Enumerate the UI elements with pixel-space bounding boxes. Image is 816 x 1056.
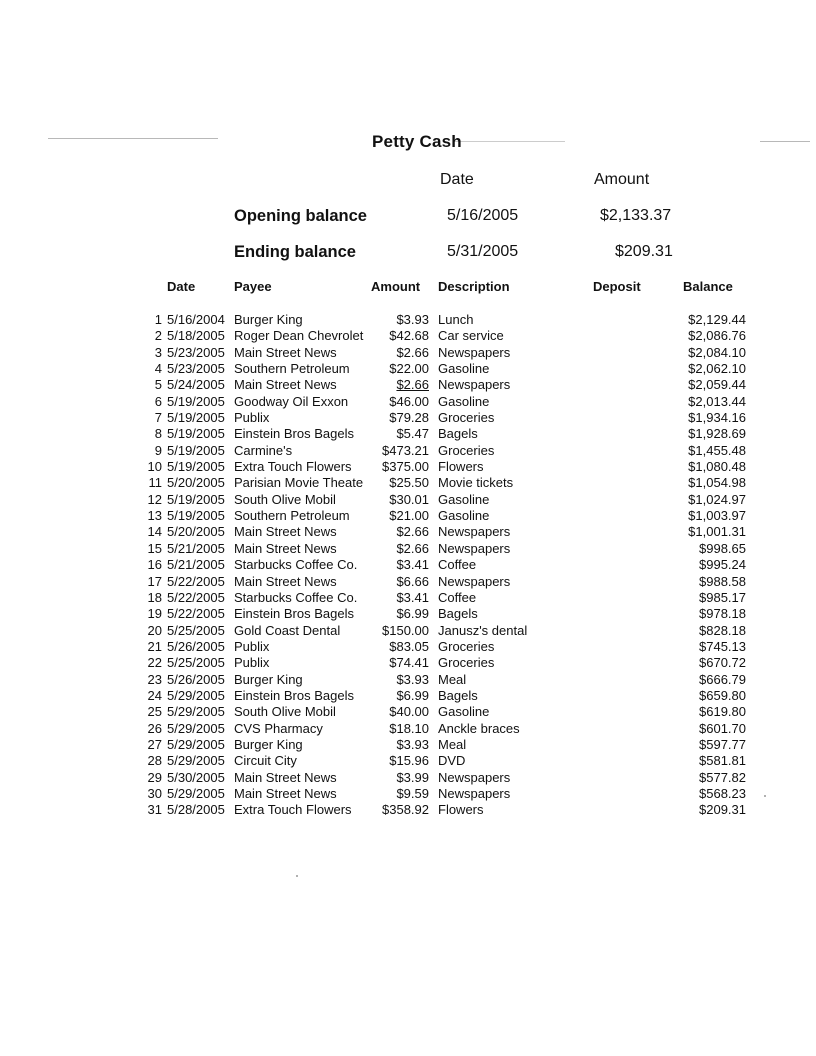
table-row [0,345,816,361]
row-amount: $21.00 [389,508,429,524]
opening-balance-label: Opening balance [234,207,367,225]
row-payee: Goodway Oil Exxon [234,393,349,409]
row-balance: $2,013.44 [688,393,746,409]
row-amount: $22.00 [389,361,429,377]
row-balance: $581.81 [699,753,746,769]
row-amount: $18.10 [389,720,429,736]
row-balance: $2,086.76 [688,328,746,344]
row-number: 27 [147,736,162,752]
ending-balance-label: Ending balance [234,243,356,261]
row-balance: $568.23 [699,785,746,801]
row-description: Bagels [438,606,478,622]
row-amount: $358.92 [382,802,429,818]
row-description: Flowers [438,459,484,475]
row-payee: Burger King [234,312,303,327]
row-description: Newspapers [438,769,511,785]
ending-balance-date: 5/31/2005 [447,243,519,260]
table-row [0,492,816,508]
row-description: Groceries [438,410,495,426]
row-description: Coffee [438,589,477,605]
row-number: 17 [147,573,162,589]
row-payee: Gold Coast Dental [234,622,341,638]
row-number: 11 [148,475,162,491]
row-date: 5/29/2005 [167,704,225,720]
row-balance: $828.18 [699,622,746,638]
row-amount: $2.66 [396,377,429,393]
table-row [0,328,816,344]
row-number: 31 [147,802,162,818]
row-date: 5/29/2005 [167,785,225,801]
row-amount: $15.96 [389,753,429,769]
row-date: 5/19/2005 [167,459,225,475]
row-description: Flowers [438,802,484,818]
row-payee: South Olive Mobil [234,491,336,507]
table-row [0,639,816,655]
row-date: 5/26/2005 [167,638,225,654]
row-balance: $1,003.97 [688,508,746,524]
table-row [0,426,816,442]
row-payee: Publix [234,410,270,426]
row-description: Newspapers [438,540,511,556]
row-description: Gasoline [438,361,490,377]
row-description: Gasoline [438,393,490,409]
scan-artifact [48,138,218,139]
row-date: 5/23/2005 [167,344,225,360]
row-date: 5/20/2005 [167,475,225,491]
row-description: Movie tickets [438,475,514,491]
row-balance: $601.70 [699,720,746,736]
row-amount: $46.00 [389,393,429,409]
row-amount: $79.28 [389,410,429,426]
row-balance: $978.18 [699,606,746,622]
row-number: 3 [154,344,162,360]
row-date: 5/21/2005 [167,557,225,573]
row-payee: Starbucks Coffee Co. [234,557,358,573]
row-date: 5/22/2005 [167,589,225,605]
ending-balance-amount: $209.31 [615,243,673,260]
row-number: 24 [147,687,162,703]
row-amount: $3.93 [396,312,429,327]
row-date: 5/20/2005 [167,524,225,540]
row-payee: Einstein Bros Bagels [234,606,354,622]
row-number: 30 [147,785,162,801]
row-number: 29 [147,769,162,785]
row-date: 5/19/2005 [167,442,225,458]
column-header-deposit: Deposit [593,279,641,294]
row-date: 5/19/2005 [167,508,225,524]
row-description: Meal [438,671,467,687]
row-balance: $577.82 [699,769,746,785]
row-number: 13 [147,508,162,524]
row-description: Newspapers [438,524,511,540]
table-row [0,410,816,426]
row-date: 5/29/2005 [167,687,225,703]
row-description: Bagels [438,426,478,442]
row-payee: Main Street News [234,344,337,360]
table-row [0,524,816,540]
row-date: 5/25/2005 [167,622,225,638]
row-date: 5/24/2005 [167,377,225,393]
row-balance: $1,455.48 [688,442,746,458]
column-header-date: Date [167,279,196,294]
row-number: 6 [154,393,162,409]
table-row [0,312,816,328]
row-balance: $659.80 [699,687,746,703]
row-balance: $1,928.69 [688,426,746,442]
summary-date-header: Date [440,171,474,188]
summary-amount-header: Amount [594,171,650,188]
table-row [0,802,816,818]
table-row [0,688,816,704]
row-amount: $3.93 [396,671,429,687]
row-amount: $30.01 [389,491,429,507]
column-header-balance: Balance [683,279,733,294]
row-description: Meal [438,736,467,752]
row-payee: Publix [234,655,270,671]
row-description: Gasoline [438,508,490,524]
row-description: Janusz's dental [438,622,528,638]
table-row [0,475,816,491]
row-amount: $83.05 [389,638,429,654]
row-balance: $1,080.48 [688,459,746,475]
row-number: 26 [147,720,162,736]
row-amount: $3.41 [396,589,429,605]
column-header-description: Description [438,279,510,294]
row-number: 8 [154,426,162,442]
row-payee: CVS Pharmacy [234,720,323,736]
row-amount: $74.41 [389,655,429,671]
row-description: Groceries [438,655,495,671]
row-date: 5/19/2005 [167,410,225,426]
row-payee: Main Street News [234,769,337,785]
row-payee: Main Street News [234,573,337,589]
row-description: Gasoline [438,491,490,507]
row-date: 5/29/2005 [167,720,225,736]
table-row [0,590,816,606]
row-payee: Main Street News [234,524,337,540]
row-balance: $1,934.16 [688,410,746,426]
row-number: 4 [154,361,162,377]
opening-balance-amount: $2,133.37 [600,207,672,224]
row-balance: $597.77 [699,736,746,752]
transactions-table [0,312,816,819]
row-number: 16 [147,557,162,573]
row-description: Newspapers [438,344,511,360]
column-header-payee: Payee [234,279,272,294]
row-payee: Southern Petroleum [234,361,350,377]
table-row [0,770,816,786]
table-row [0,443,816,459]
row-number: 2 [154,328,162,344]
row-date: 5/18/2005 [167,328,225,344]
row-payee: Carmine's [234,442,293,458]
row-balance: $2,059.44 [688,377,746,393]
row-payee: Extra Touch Flowers [234,802,352,818]
scan-artifact [455,141,565,142]
row-description: Groceries [438,638,495,654]
row-balance: $998.65 [699,540,746,556]
row-number: 1 [154,312,162,327]
row-payee: Burger King [234,736,303,752]
row-amount: $3.41 [396,557,429,573]
table-row [0,377,816,393]
row-description: Car service [438,328,504,344]
row-date: 5/23/2005 [167,361,225,377]
row-amount: $150.00 [382,622,429,638]
row-amount: $40.00 [389,704,429,720]
row-amount: $25.50 [389,475,429,491]
row-payee: Main Street News [234,377,337,393]
row-balance: $985.17 [699,589,746,605]
row-number: 21 [147,638,162,654]
row-amount: $375.00 [382,459,429,475]
row-date: 5/19/2005 [167,426,225,442]
table-row [0,574,816,590]
row-amount: $6.99 [396,687,429,703]
row-number: 23 [147,671,162,687]
row-date: 5/25/2005 [167,655,225,671]
row-balance: $745.13 [699,638,746,654]
row-date: 5/16/2004 [167,312,225,327]
row-amount: $5.47 [396,426,429,442]
row-number: 20 [147,622,162,638]
row-balance: $2,062.10 [688,361,746,377]
row-date: 5/30/2005 [167,769,225,785]
row-payee: Publix [234,638,270,654]
row-number: 25 [147,704,162,720]
table-row [0,672,816,688]
row-balance: $1,001.31 [688,524,746,540]
row-description: DVD [438,753,466,769]
row-description: Bagels [438,687,478,703]
row-number: 7 [154,410,162,426]
row-amount: $6.99 [396,606,429,622]
row-balance: $2,129.44 [688,312,746,327]
row-date: 5/19/2005 [167,393,225,409]
row-payee: Burger King [234,671,303,687]
table-row [0,557,816,573]
table-row [0,704,816,720]
row-amount: $3.93 [396,736,429,752]
row-description: Newspapers [438,785,511,801]
row-description: Lunch [438,312,474,327]
row-payee: Main Street News [234,785,337,801]
row-balance: $666.79 [699,671,746,687]
opening-balance-date: 5/16/2005 [447,207,519,224]
table-row [0,623,816,639]
row-amount: $473.21 [382,442,429,458]
table-row [0,394,816,410]
row-balance: $209.31 [699,802,746,818]
row-description: Gasoline [438,704,490,720]
table-row [0,721,816,737]
row-description: Anckle braces [438,720,520,736]
row-balance: $988.58 [699,573,746,589]
row-number: 28 [147,753,162,769]
table-row [0,606,816,622]
row-amount: $2.66 [396,540,429,556]
row-number: 9 [154,442,162,458]
row-date: 5/26/2005 [167,671,225,687]
row-number: 14 [147,524,162,540]
row-date: 5/19/2005 [167,491,225,507]
row-payee: South Olive Mobil [234,704,336,720]
row-balance: $619.80 [699,704,746,720]
table-row [0,753,816,769]
column-header-amount: Amount [371,279,421,294]
row-balance: $995.24 [699,557,746,573]
row-payee: Main Street News [234,540,337,556]
scan-artifact [760,141,810,142]
row-number: 18 [147,589,162,605]
row-description: Newspapers [438,377,511,393]
row-balance: $670.72 [699,655,746,671]
row-number: 5 [154,377,162,393]
table-row [0,459,816,475]
row-amount: $9.59 [396,785,429,801]
page-title: Petty Cash [372,132,462,151]
row-date: 5/22/2005 [167,573,225,589]
table-row [0,655,816,671]
row-number: 19 [147,606,162,622]
row-date: 5/22/2005 [167,606,225,622]
row-payee: Einstein Bros Bagels [234,687,354,703]
row-description: Newspapers [438,573,511,589]
row-payee: Roger Dean Chevrolet [234,328,364,344]
row-number: 12 [147,491,162,507]
row-amount: $6.66 [396,573,429,589]
row-number: 15 [147,540,162,556]
table-row [0,737,816,753]
row-date: 5/29/2005 [167,736,225,752]
table-row [0,508,816,524]
row-date: 5/28/2005 [167,802,225,818]
row-payee: Einstein Bros Bagels [234,426,354,442]
row-date: 5/21/2005 [167,540,225,556]
row-payee: Circuit City [234,753,297,769]
table-row [0,786,816,802]
row-balance: $1,024.97 [688,491,746,507]
row-balance: $1,054.98 [688,475,746,491]
row-amount: $42.68 [389,328,429,344]
row-description: Groceries [438,442,495,458]
row-payee: Southern Petroleum [234,508,350,524]
row-number: 22 [147,655,162,671]
row-payee: Extra Touch Flowers [234,459,352,475]
row-payee: Parisian Movie Theate [234,475,364,491]
row-amount: $2.66 [396,524,429,540]
row-date: 5/29/2005 [167,753,225,769]
row-amount: $3.99 [396,769,429,785]
row-balance: $2,084.10 [688,344,746,360]
row-payee: Starbucks Coffee Co. [234,589,358,605]
row-number: 10 [147,459,162,475]
table-row [0,541,816,557]
table-row [0,361,816,377]
row-amount: $2.66 [396,344,429,360]
scan-speck [296,875,298,877]
row-description: Coffee [438,557,477,573]
